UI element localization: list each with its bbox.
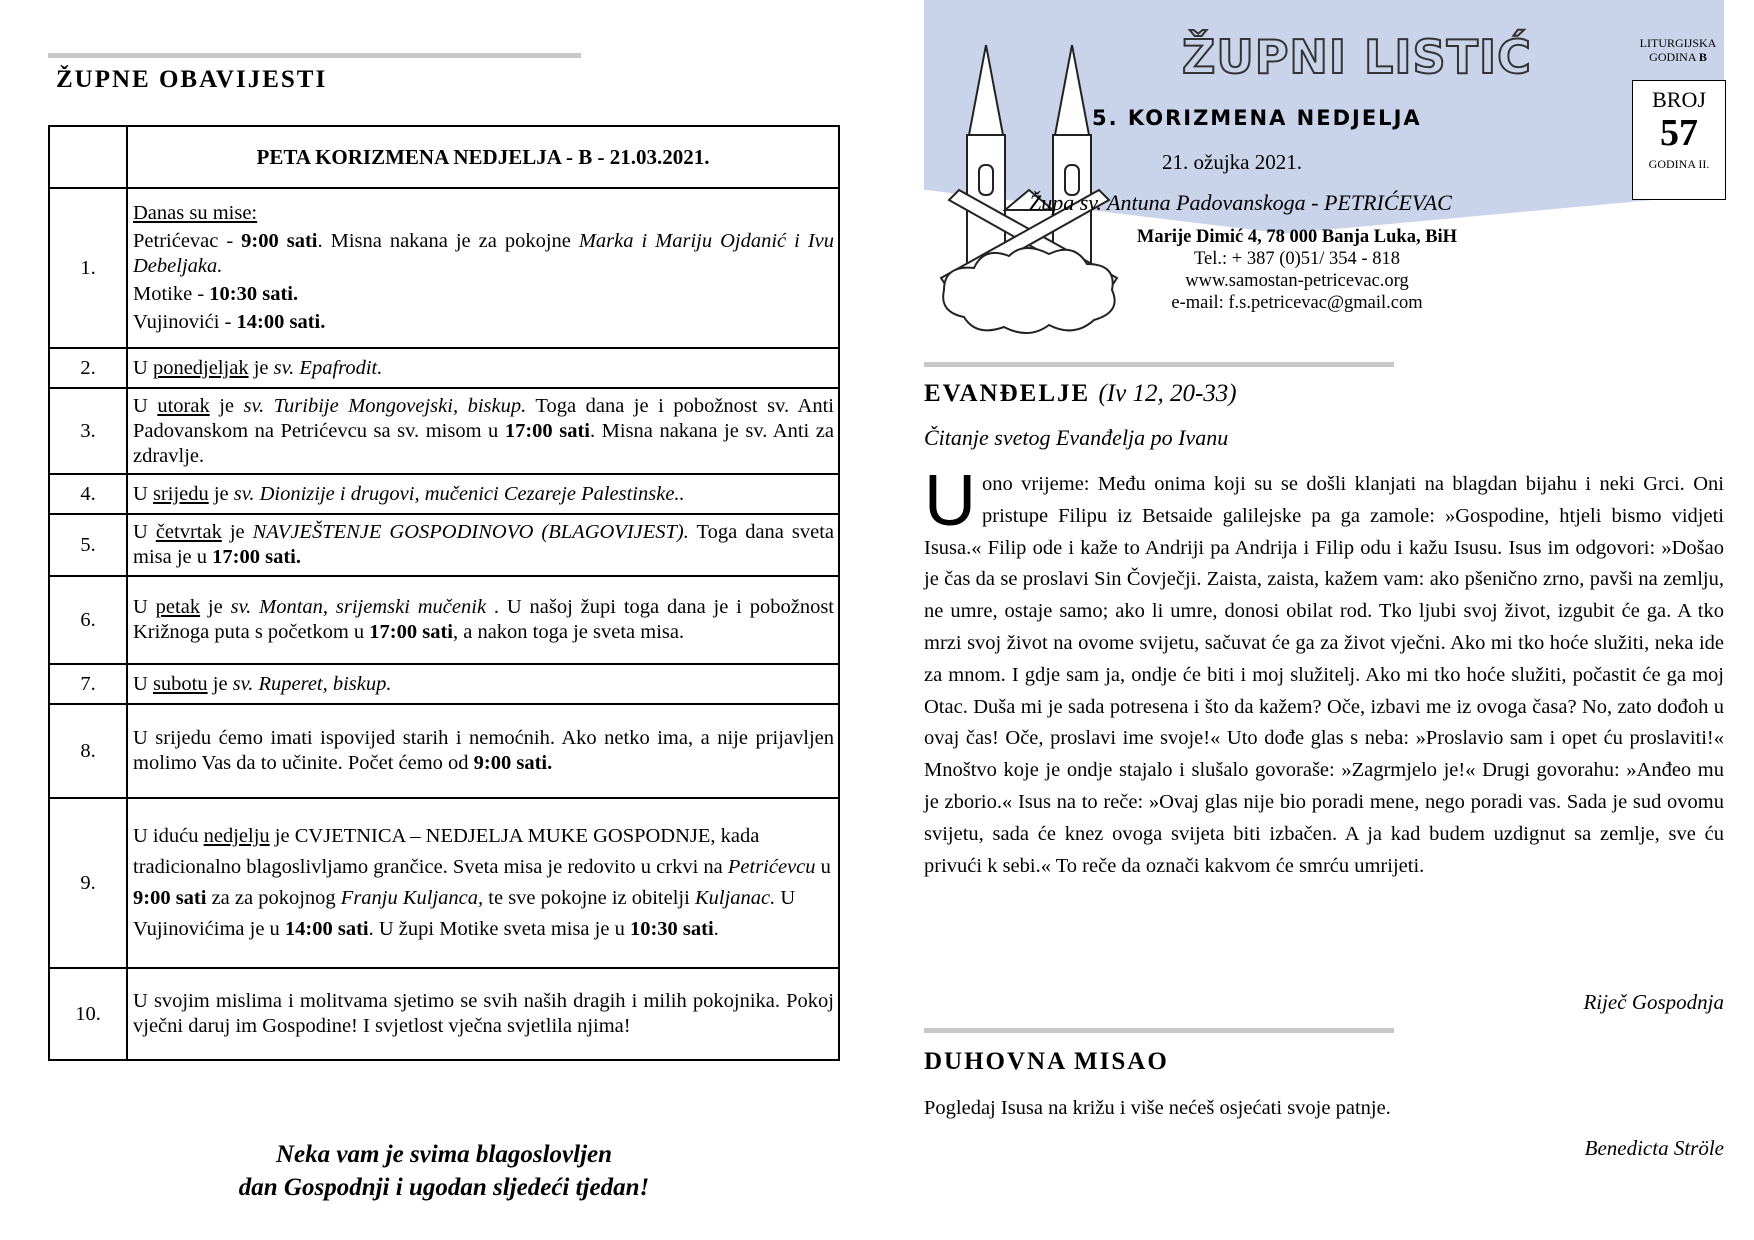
contact-block — [1032, 226, 1562, 314]
gospel-subtitle: Čitanje svetog Evanđelja po Ivanu — [924, 425, 1229, 450]
issue-number: 57 — [1660, 112, 1698, 154]
row-number: 5. — [49, 514, 127, 576]
table-row — [49, 704, 839, 798]
row-text: U subotu je sv. Ruperet, biskup. — [127, 664, 839, 704]
row-text — [127, 188, 839, 348]
liturgical-year: LITURGIJSKA GODINA B — [1639, 36, 1717, 64]
mass-petricevac: Petrićevac - 9:00 sati. Misna nakana je za pokojne Marka i Mariju Ojdanić i Ivu Debeljaka. — [133, 230, 834, 277]
row-text: U petak je sv. Montan, srijemski mučenik . U našoj župi toga dana je i pobožnost Križnoga puta s početkom u 17:00 sati, a nakon toga je sveta misa. — [127, 576, 839, 664]
mass-motike: Motike - 10:30 sati. — [133, 283, 299, 305]
table-corner-cell — [49, 126, 127, 188]
telephone: Tel.: + 387 (0)51/ 354 - 818 — [1194, 249, 1400, 269]
thought-author: Benedicta Ströle — [1584, 1136, 1724, 1160]
closing-line-2: dan Gospodnji i ugodan sljedeći tjedan! — [238, 1174, 650, 1201]
row-number: 6. — [49, 576, 127, 664]
row-text: U ponedjeljak je sv. Epafrodit. — [127, 348, 839, 388]
row-number: 1. — [49, 188, 127, 348]
parish-name: Župa sv. Antuna Padovanskoga - PETRIĆEVAC — [1029, 190, 1452, 215]
row-number: 9. — [49, 798, 127, 968]
gospel-divider — [924, 362, 1394, 367]
row-number: 3. — [49, 388, 127, 474]
row-text: U srijedu je sv. Dionizije i drugovi, mučenici Cezareje Palestinske.. — [127, 474, 839, 514]
thought-heading: DUHOVNA MISAO — [924, 1048, 1169, 1075]
closing-blessing — [48, 1138, 840, 1204]
table-row — [49, 348, 839, 388]
section-title: ŽUPNE OBAVIJESTI — [56, 66, 328, 93]
drop-cap: U — [924, 461, 976, 541]
table-row — [49, 968, 839, 1060]
top-divider — [48, 53, 581, 58]
row-text: U srijedu ćemo imati ispovijed starih i nemoćnih. Ako netko ima, a nije prijavljen molimo Vas da to učinite. Počet ćemo od 9:00 sati. — [127, 704, 839, 798]
row-number: 2. — [49, 348, 127, 388]
notices-table — [48, 125, 840, 1061]
issue-label: BROJ — [1652, 87, 1706, 112]
table-row — [49, 188, 839, 348]
row-text: U svojim mislima i molitvama sjetimo se svih naših dragih i milih pokojnika. Pokoj vječni daruj im Gospodine! I svjetlost vječna svjetlila njima! — [127, 968, 839, 1060]
row-number: 10. — [49, 968, 127, 1060]
sunday-subtitle: 5. KORIZMENA NEDJELJA — [1092, 106, 1422, 130]
row-text: U četvrtak je NAVJEŠTENJE GOSPODINOVO (BLAGOVIJEST). Toga dana sveta misa je u 17:00 sati. — [127, 514, 839, 576]
row-text: U iduću nedjelju je CVJETNICA – NEDJELJA MUKE GOSPODNJE, kada tradicionalno blagoslivljamo grančice. Sveta misa je redovito u crkvi na Petrićevcu u 9:00 sati za za pokojnog Franju Kuljanca, te sve pokojne iz obitelji Kuljanac. U Vujinovićima je u 14:00 sati. U župi Motike sveta misa je u 10:30 sati. — [127, 798, 839, 968]
thought-text: Pogledaj Isusa na križu i više nećeš osjećati svoje patnje. — [924, 1097, 1391, 1119]
issue-year: GODINA II. — [1648, 157, 1710, 171]
right-page — [877, 0, 1754, 1240]
email-link[interactable]: e-mail: f.s.petricevac@gmail.com — [1171, 293, 1423, 313]
issue-date: 21. ožujka 2021. — [1162, 150, 1302, 174]
thought-divider — [924, 1028, 1394, 1033]
masses-label: Danas su mise: — [133, 202, 258, 224]
mass-vujinovici: Vujinovići - 14:00 sati. — [133, 311, 326, 333]
row-number: 8. — [49, 704, 127, 798]
closing-line-1: Neka vam je svima blagoslovljen — [275, 1141, 613, 1168]
row-text: U utorak je sv. Turibije Mongovejski, biskup. Toga dana je i pobožnost sv. Anti Padovanskom na Petrićevcu sa sv. misom u 17:00 sati. Misna nakana je sv. Anti za zdravlje. — [127, 388, 839, 474]
gospel-heading: EVANĐELJE (Iv 12, 20-33) — [924, 380, 1237, 407]
gospel-closing: Riječ Gospodnja — [1583, 990, 1724, 1014]
issue-box — [1632, 80, 1726, 200]
gospel-text: Uono vrijeme: Među onima koji su se došli klanjati na blagdan bijahu i neki Grci. Oni pristupe Filipu iz Betsaide galilejske pa ga zamole: »Gospodine, htjeli bismo vidjeti Isusa.« Filip ode i kaže to Andriji pa Andrija i Filip odu i kažu Isusu. Isus im odgovori: »Došao je čas da se proslavi Sin Čovječji. Zaista, zaista, kažem vam: ako pšenično zrno, pavši na zemlju, ne umre, ostaje samo; ako li umre, donosi obilat rod. Tko ljubi svoj život, izgubit će ga. A tko mrzi svoj život na ovome svijetu, sačuvat će ga za život vječni. Ako mi tko hoće služiti, neka ide za mnom. I gdje sam ja, ondje će biti i moj služitelj. Ako mi tko hoće služiti, počastit će ga moj Otac. Duša mi je sada potresena i što da kažem? Oče, izbavi me iz ovoga časa? No, zato dođoh u ovaj čas! Oče, proslavi ime svoje!« Uto dođe glas s neba: »Proslavio sam i opet ću proslaviti!« Mnoštvo koje je ondje stajalo i slušalo govoraše: »Zagrmjelo je!« Drugi govorahu: »Anđeo mu je zborio.« Isus na to reče: »Ovaj glas nije bio poradi mene, nego poradi vas. Sada je sud ovomu svijetu, sada će knez ovoga svijeta biti izbačen. A ja kad budem uzdignut sa zemlje, sve ću privući k sebi.« To reče da označi kakvom će smrću umrijeti. — [924, 461, 1724, 877]
newsletter-title: ŽUPNI LISTIĆ — [1182, 30, 1532, 84]
table-row — [49, 576, 839, 664]
table-header: PETA KORIZMENA NEDJELJA - B - 21.03.2021. — [127, 126, 839, 188]
table-header-row — [49, 126, 839, 188]
table-row — [49, 514, 839, 576]
table-row — [49, 664, 839, 704]
row-number: 4. — [49, 474, 127, 514]
table-row — [49, 474, 839, 514]
row-number: 7. — [49, 664, 127, 704]
website-link[interactable]: www.samostan-petricevac.org — [1185, 271, 1409, 291]
table-row — [49, 388, 839, 474]
table-row — [49, 798, 839, 968]
address: Marije Dimić 4, 78 000 Banja Luka, BiH — [1136, 227, 1458, 247]
